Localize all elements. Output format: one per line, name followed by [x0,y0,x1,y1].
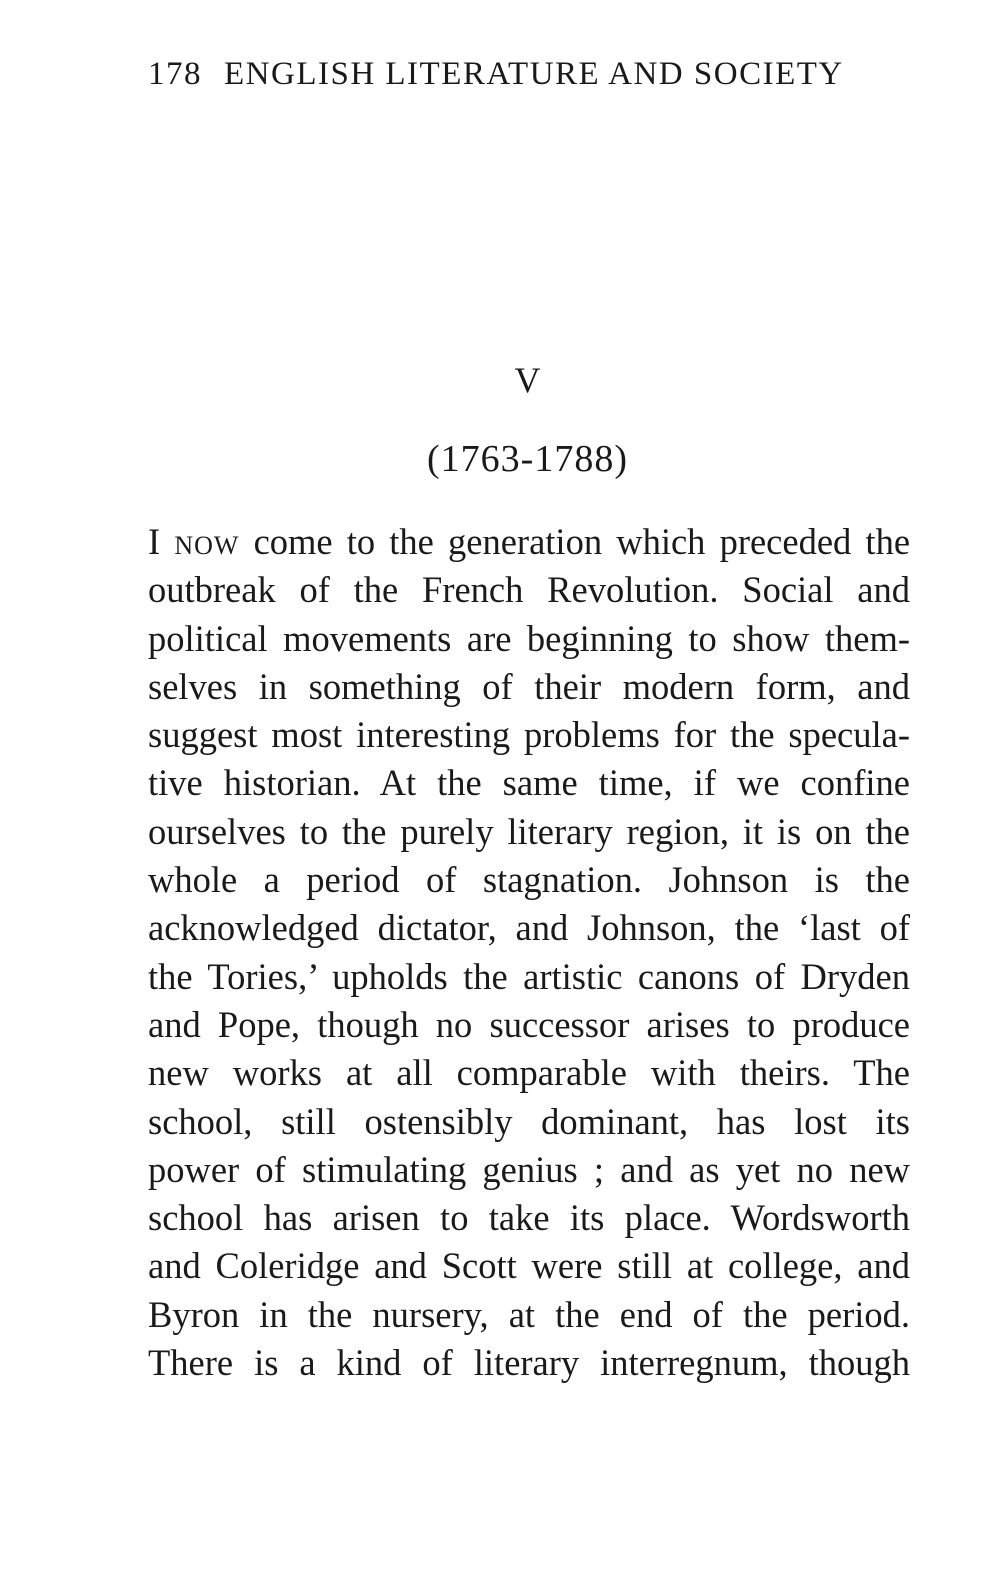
running-title: ENGLISH LITERATURE AND SOCIETY [224,56,844,92]
paragraph-line: school has arisen to take its place. Wordsworth [148,1197,910,1239]
paragraph-line: and Pope, though no successor arises to produce [148,1003,910,1045]
paragraph-line: political movements are beginning to show them- [148,617,910,659]
running-head [148,58,910,91]
paragraph-line: ourselves to the purely literary region, it is on the [148,810,910,852]
paragraph-line: tive historian. At the same time, if we confine [148,762,910,804]
paragraph-line: power of stimulating genius ; and as yet no new [148,1148,910,1190]
chapter-dates: (1763-1788) [427,438,628,480]
paragraph-line: new works at all comparable with theirs. The [148,1052,910,1094]
body-text [148,518,910,1387]
paragraph-line: selves in something of their modern form, and [148,665,910,707]
first-line-rest: come to the generation which preceded the [253,521,911,562]
paragraph-line: and Coleridge and Scott were still at college, and [148,1245,910,1287]
paragraph-line: acknowledged dictator, and Johnson, the ‘last of [148,907,910,949]
paragraph-line: suggest most interesting problems for the specula- [148,714,910,756]
opening-smallcaps: NOW [174,531,240,560]
paragraph-line: There is a kind of literary interregnum, though [148,1342,910,1384]
opening-initial: I [148,521,161,562]
paragraph-line: Byron in the nursery, at the end of the period. [148,1293,910,1335]
paragraph-line: whole a period of stagnation. Johnson is the [148,859,910,901]
page-number: 178 [148,56,202,92]
paragraph-line [148,518,910,566]
paragraph-line: outbreak of the French Revolution. Social and [148,569,910,611]
paragraph-line: school, still ostensibly dominant, has lost its [148,1100,910,1142]
chapter-numeral: V [514,360,541,400]
paragraph-line: the Tories,’ upholds the artistic canons of Dryden [148,955,910,997]
